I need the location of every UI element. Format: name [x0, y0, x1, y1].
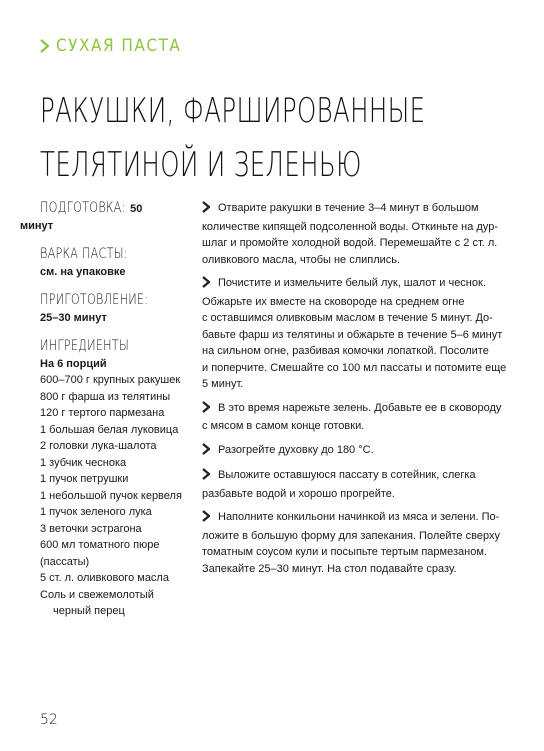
ingredient-item: Соль и свежемолотый	[40, 588, 154, 601]
recipe-info	[20, 200, 190, 626]
chevron-right-icon	[202, 443, 218, 461]
ingredient-item: 1 зубчик чеснока	[40, 456, 127, 469]
step-line: томатным соусом кули и посыпьте тертым пармезаном.	[202, 546, 487, 558]
chevron-right-icon	[202, 401, 218, 419]
ingredient-item: 1 небольшой пучок кервеля	[40, 489, 182, 502]
section-header	[40, 36, 181, 56]
recipe-step	[202, 400, 510, 435]
ingredient-item: 600–700 г крупных ракушек	[40, 374, 181, 386]
step-line: ложите в большую форму для запекания. Полейте сверху	[202, 529, 500, 542]
step-line: на сильном огне, разбивая комочки лопаткой. Посолите	[202, 345, 489, 357]
cook-label: ПРИГОТОВЛЕНИЕ:	[40, 292, 149, 308]
ingredient-item: 5 ст. л. оливкового масла	[40, 572, 169, 584]
step-line	[202, 200, 510, 219]
ingredient-item: (пассаты)	[40, 555, 90, 568]
step-line: с мясом в самом конце готовки.	[202, 420, 365, 432]
recipe-step	[202, 275, 510, 393]
recipe-step	[202, 467, 510, 502]
recipe-title-line-1: РАКУШКИ, ФАРШИРОВАННЫЕ	[40, 91, 426, 131]
step-line	[202, 442, 510, 461]
recipe-title	[40, 84, 426, 192]
cook-value: 25–30 минут	[40, 311, 107, 324]
pasta-time	[40, 246, 190, 280]
ingredient-item: черный перец	[53, 605, 125, 617]
step-line	[202, 400, 510, 419]
step-line: шлаг и промойте холодной водой. Перемешайте с 2 ст. л.	[202, 237, 498, 249]
step-text: Отварите ракушки в течение 3–4 минут в большом	[218, 202, 479, 214]
ingredients	[40, 338, 190, 620]
pasta-value: см. на упаковке	[40, 265, 126, 278]
step-text: Разогрейте духовку до 180 °С.	[218, 443, 374, 456]
cook-time	[40, 292, 190, 326]
recipe-steps	[202, 200, 510, 584]
ingredient-item: 2 головки лука-шалота	[40, 440, 157, 452]
chevron-right-icon	[202, 201, 218, 219]
servings: На 6 порций	[40, 357, 107, 370]
recipe-step	[202, 509, 510, 577]
recipe-title-line-2: ТЕЛЯТИНОЙ И ЗЕЛЕНЬЮ	[40, 145, 362, 185]
ingredient-item: 120 г тертого пармезана	[40, 407, 165, 419]
step-text: В это время нарежьте зелень. Добавьте ее в сковороду	[218, 401, 502, 414]
chevron-right-icon	[202, 276, 218, 294]
step-line: 5 минут.	[202, 378, 244, 390]
step-line: количестве кипящей подсоленной воды. Откиньте на дур-	[202, 220, 498, 233]
ingredient-item: 1 пучок петрушки	[40, 473, 129, 485]
recipe-step	[202, 442, 510, 461]
prep-value: 50 минут	[20, 203, 143, 232]
ingredients-list	[40, 372, 190, 620]
prep-time	[20, 200, 190, 234]
page-number: 52	[40, 712, 58, 728]
ingredient-item: 800 г фарша из телятины	[40, 390, 171, 403]
pasta-label: ВАРКА ПАСТЫ:	[40, 246, 128, 262]
prep-label: ПОДГОТОВКА:	[40, 200, 126, 216]
ingredients-label: ИНГРЕДИЕНТЫ	[40, 338, 129, 354]
chevron-right-icon	[202, 510, 218, 528]
step-line	[202, 509, 510, 528]
ingredient-item: 3 веточки эстрагона	[40, 522, 142, 535]
step-line: Запекайте 25–30 минут. На стол подавайте сразу.	[202, 562, 457, 575]
step-line: с оставшимся оливковым маслом в течение 5 минут. До-	[202, 312, 493, 324]
step-text: Почистите и измельчите белый лук, шалот и чеснок.	[218, 277, 486, 289]
step-line: бавьте фарш из телятины и обжарьте в течение 5–6 минут	[202, 328, 503, 341]
step-text: Выложите оставшуюся пассату в сотейник, слегка	[218, 469, 476, 481]
step-line: Обжарьте их вместе на сковороде на среднем огне	[202, 295, 465, 308]
step-text: Наполните конкильони начинкой из мяса и зелени. По-	[218, 511, 500, 523]
step-line	[202, 467, 510, 486]
step-line: оливкового масла, чтобы не слиплись.	[202, 253, 401, 266]
step-line	[202, 275, 510, 294]
step-line: разбавьте водой и хорошо прогрейте.	[202, 487, 395, 500]
recipe-step	[202, 200, 510, 268]
chevron-right-icon	[40, 39, 50, 53]
ingredient-item: 1 пучок зеленого лука	[40, 506, 152, 518]
chevron-right-icon	[202, 468, 218, 486]
ingredient-item: 1 большая белая луковица	[40, 423, 179, 436]
section-title: СУХАЯ ПАСТА	[56, 36, 182, 56]
step-line: и поперчите. Смешайте со 100 мл пассаты и потомите еще	[202, 361, 507, 374]
ingredient-item: 600 мл томатного пюре	[40, 539, 160, 551]
